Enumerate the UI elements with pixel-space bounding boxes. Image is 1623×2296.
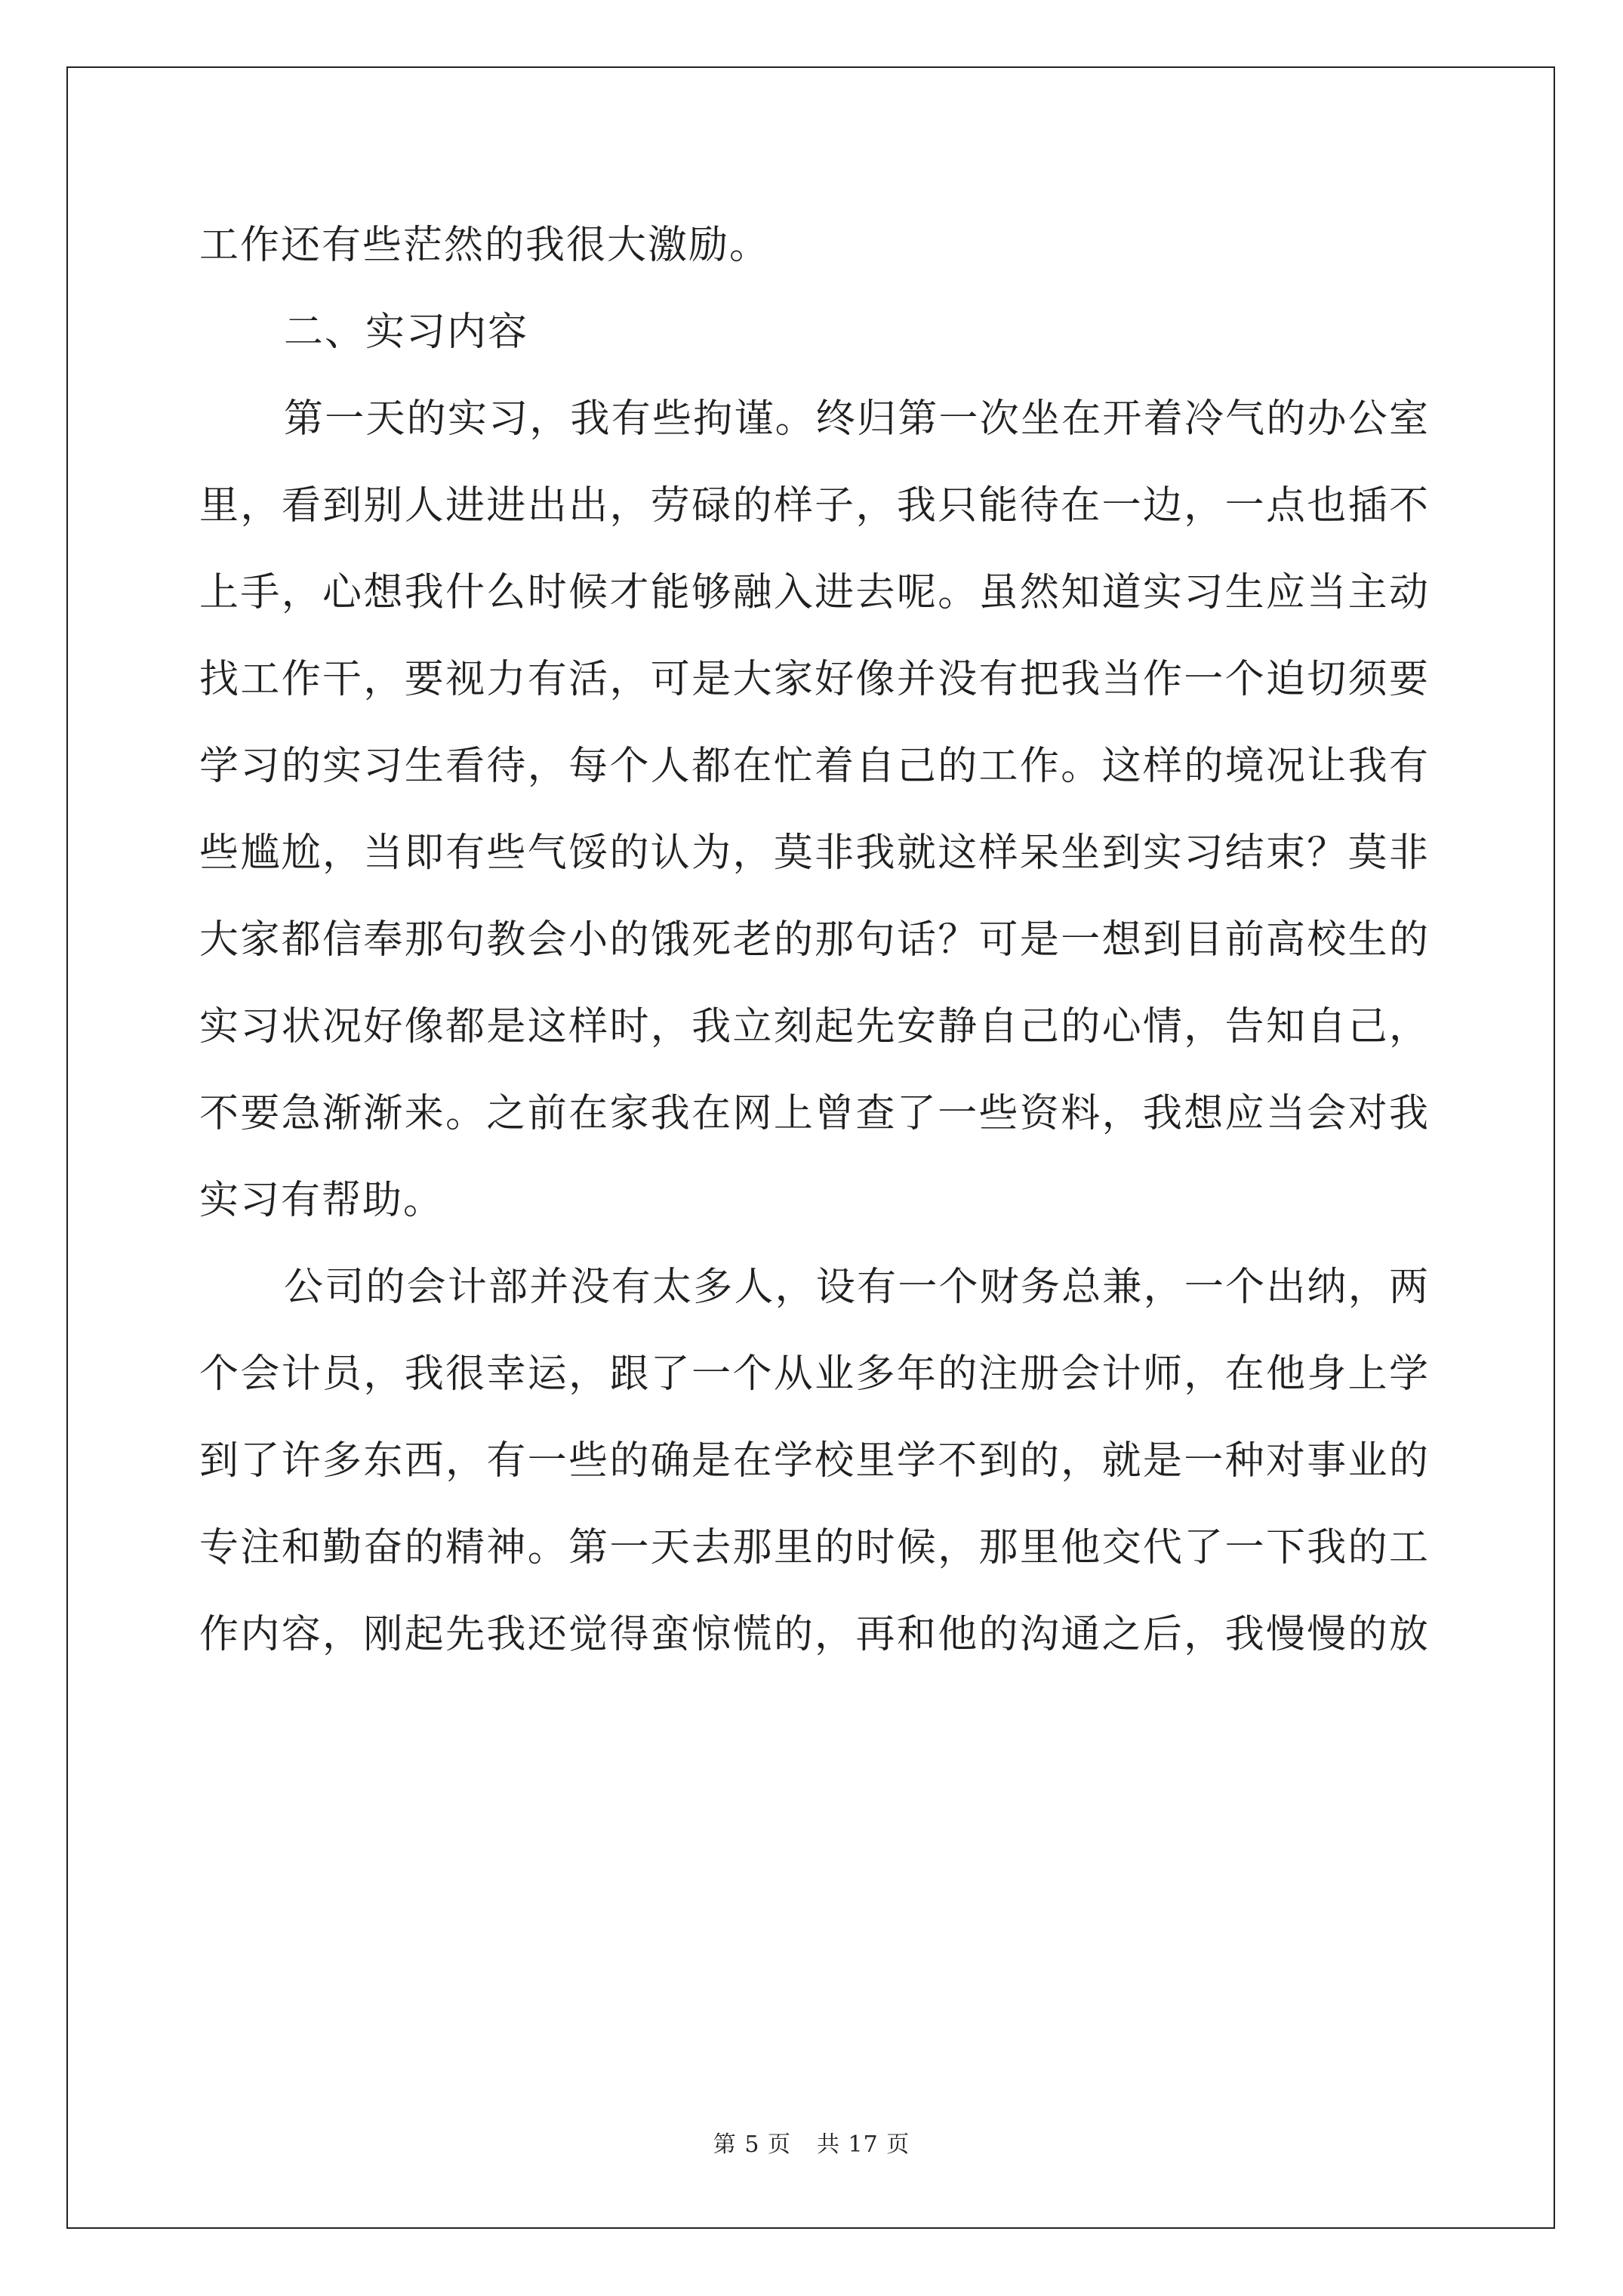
text-line: 大家都信奉那句教会小的饿死老的那句话？可是一想到目前高校生的	[199, 917, 1430, 963]
text-line: 作内容，刚起先我还觉得蛮惊慌的，再和他的沟通之后，我慢慢的放	[199, 1612, 1430, 1657]
page-footer	[0, 2125, 1623, 2159]
text-line: 到了许多东西，有一些的确是在学校里学不到的，就是一种对事业的	[199, 1438, 1430, 1484]
text-line: 实习有帮助。	[199, 1178, 445, 1223]
text-line: 工作还有些茫然的我很大激励。	[199, 223, 771, 268]
text-line: 学习的实习生看待，每个人都在忙着自己的工作。这样的境况让我有	[199, 744, 1430, 789]
page-total: 共 17 页	[816, 2131, 910, 2158]
document-body	[199, 202, 1430, 1678]
text-line: 上手，心想我什么时候才能够融入进去呢。虽然知道实习生应当主动	[199, 570, 1430, 615]
text-line: 不要急渐渐来。之前在家我在网上曾查了一些资料，我想应当会对我	[199, 1091, 1430, 1136]
text-line: 些尴尬，当即有些气馁的认为，莫非我就这样呆坐到实习结束？莫非	[199, 831, 1430, 876]
text-line: 实习状况好像都是这样时，我立刻起先安静自己的心情，告知自己，	[199, 1004, 1430, 1049]
text-line: 找工作干，要视力有活，可是大家好像并没有把我当作一个迫切须要	[199, 657, 1430, 702]
section-heading: 二、实习内容	[284, 310, 529, 355]
text-line: 专注和勤奋的精神。第一天去那里的时候，那里他交代了一下我的工	[199, 1525, 1430, 1570]
text-line: 公司的会计部并没有太多人，设有一个财务总兼，一个出纳，两	[284, 1265, 1430, 1310]
text-line: 里，看到别人进进出出，劳碌的样子，我只能待在一边，一点也插不	[199, 483, 1430, 529]
text-line: 第一天的实习，我有些拘谨。终归第一次坐在开着冷气的办公室	[284, 396, 1430, 442]
page-number: 第 5 页	[713, 2131, 791, 2158]
text-line: 个会计员，我很幸运，跟了一个从业多年的注册会计师，在他身上学	[199, 1351, 1430, 1397]
